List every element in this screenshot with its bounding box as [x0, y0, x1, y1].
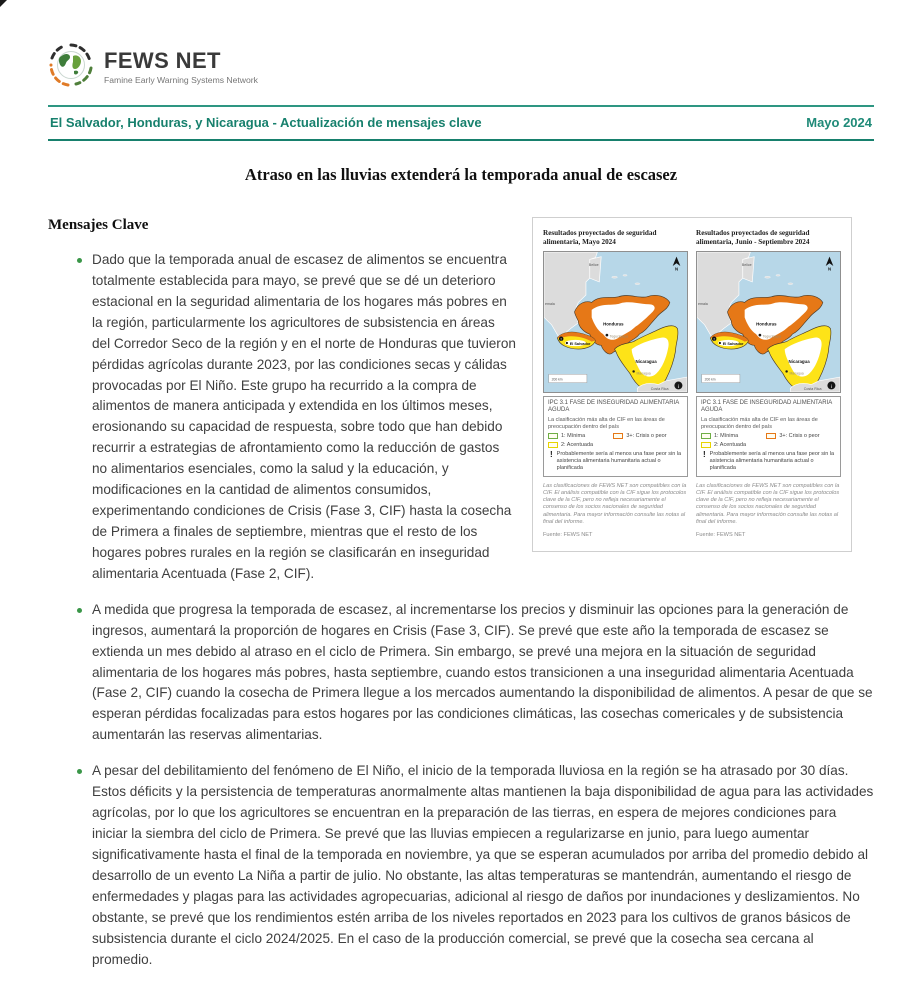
map-warning-icon: ! [560, 337, 562, 342]
key-messages-list [48, 250, 874, 970]
globe-logo-icon [48, 42, 94, 93]
map-label-el-salvador: El Salvador [722, 341, 744, 346]
logo-tagline: Famine Early Warning Systems Network [104, 75, 258, 85]
fews-net-logo [48, 42, 874, 93]
document-title: Atraso en las lluvias extenderá la temporada anual de escasez [244, 165, 678, 184]
map-label-guatemala: emala [697, 301, 708, 306]
map-label-guatemala: emala [544, 301, 555, 306]
legend-item-label: 3+: Crisis o peor [626, 433, 667, 440]
map-footnote: Las clasificaciones de FEWS NET son compatibles con la CIF. El análisis compatible con la CIF sigue los protocolos clave de la CIF, pero no refleja necesariamente el consenso de los socios nacionales de seguridad alimentaria. Para mayor información consulte las notas al final del informe. [543, 482, 687, 525]
map-source: Fuente: FEWS NET [696, 532, 746, 539]
map-label-belize: Belice [741, 262, 752, 267]
exclamation-icon: ! [703, 449, 706, 459]
key-message-item: A pesar del debilitamiento del fenómeno de El Niño, el inicio de la temporada lluviosa en la región se ha atrasado por 30 días. Estos déficits y la persistencia de temperaturas anormalmente altas mantienen la baja disponibilidad de agua para las actividades agrícolas, por lo que los agricultores se encuentran en la preparación de las tierras, en espera de mejores condiciones para iniciar la siembra del ciclo de Primera. Se prevé que las lluvias empiecen a regularizarse en junio, para luego aumentar significativamente hasta el final de la temporada en noviembre, ya que se esperan acumulados por arriba del promedio debido al desarrollo de un evento La Niña a partir de julio. No obstante, las altas temperaturas se mantendrán, aumentando el riesgo de enfermedades y plagas para las actividades agropecuarias, adicional al riesgo de daños por inundaciones y deslizamientos. No obstante, se prevé que los rendimientos estén arriba de los niveles reportados en 2023 para los cultivos de granos básicos de subsistencia durante el ciclo 2024/2025. En el caso de la producción comercial, se prevé que la cosecha sea cercana al promedio. [75, 761, 874, 970]
band-title: El Salvador, Honduras, y Nicaragua - Actualización de mensajes clave [50, 115, 482, 130]
legend-warning-text: Probablemente sería al menos una fase peor sin la asistencia alimentaria humanitaria actual o planificada [709, 450, 835, 471]
map-panel-title: Resultados proyectados de seguridad alimentaria, Junio - Septiembre 2024 [696, 229, 810, 247]
info-icon: i [677, 383, 680, 390]
map-panel-title: Resultados proyectados de seguridad alimentaria, Mayo 2024 [543, 229, 657, 247]
legend-item-label: 2: Acentuada [561, 441, 594, 448]
exclamation-icon: ! [550, 449, 553, 459]
legend-title: IPC 3.1 FASE DE INSEGURIDAD ALIMENTARIA AGUDA [548, 399, 679, 414]
map-warning-icon: ! [713, 337, 715, 342]
key-message-item: Dado que la temporada anual de escasez de alimentos se encuentra totalmente establecida para mayo, se prevé que se dé un deterioro estacional en la seguridad alimentaria de los hogares más pobres en la región, particularmente los agricultores de subsistencia en áreas del Corredor Seco de la región y en el norte de Honduras que tuvieron pérdidas agrícolas durante 2023, por las condiciones secas y cálidas provocadas por El Niño. Este grupo ha recurrido a la compra de alimentos de manera anticipada y extendida en los últimos meses, erosionando su capacidad de respuesta, sobre todo que han debido recurrir a estrategias de afrontamiento como la reducción de gastos no alimentarios esenciales, como la salud y la educación, y modificaciones en la cantidad de alimentos consumidos, experimentando condiciones de Crisis (Fase 3, CIF) hasta la cosecha de Primera a finales de septiembre, mientras que el resto de los hogares pobres rurales en la región se clasificarán en inseguridad alimentaria Acentuada (Fase 2, CIF). [75, 250, 874, 585]
band-date: Mayo 2024 [806, 115, 872, 130]
map-label-honduras: Honduras [603, 321, 624, 327]
legend-subtitle: La clasificación más alta de CIF en las áreas de preocupación dentro del país [548, 416, 665, 430]
map-label-nicaragua: Nicaragua [635, 358, 657, 364]
info-icon: i [830, 383, 833, 390]
legend-warning-text: Probablemente sería al menos una fase peor sin la asistencia alimentaria humanitaria actual o planificada [556, 450, 682, 471]
page-corner-mark [0, 0, 7, 7]
legend-title: IPC 3.1 FASE DE INSEGURIDAD ALIMENTARIA AGUDA [701, 399, 832, 414]
map-label-nicaragua: Nicaragua [788, 358, 810, 364]
map-scale-bar: 200 km [704, 377, 716, 382]
north-arrow-icon: N [674, 266, 679, 272]
legend-item-label: 3+: Crisis o peor [779, 433, 820, 440]
logo-title: FEWS NET [104, 48, 221, 73]
legend-subtitle: La clasificación más alta de CIF en las áreas de preocupación dentro del país [701, 416, 818, 430]
map-label-belize: Belice [588, 262, 599, 267]
key-message-item: A medida que progresa la temporada de escasez, al incrementarse los precios y disminuir las opciones para la generación de ingresos, aumentará la proporción de hogares en Crisis (Fase 3, CIF). Se prevé que este año la temporada de escasez se extienda un mes debido al atraso en el ciclo de Primera. Sin embargo, se prevé una mejora en la situación de seguridad alimentaria de los hogares más pobres, hasta septiembre, cuando estos transicionen a una inseguridad alimentaria Acentuada (Fase 2, CIF) cuando la cosecha de Primera llegue a los mercados aumentando la disponibilidad de alimentos. A pesar de que se esperan pérdidas focalizadas para estos hogares por las condiciones climáticas, las cosechas comericales y de subsistencia aumentarán las reservas alimentarias. [75, 600, 874, 746]
document-body [48, 185, 874, 970]
map-label-tegucigalpa: Tegucigalpa [762, 334, 781, 339]
map-label-tegucigalpa: Tegucigalpa [609, 334, 628, 339]
map-footnote: Las clasificaciones de FEWS NET son compatibles con la CIF. El análisis compatible con la CIF sigue los protocolos clave de la CIF, pero no refleja necesariamente el consenso de los socios nacionales de seguridad alimentaria. Para mayor información consulte las notas al final del informe. [696, 482, 840, 525]
legend-item-label: 1: Mínima [714, 433, 739, 440]
map-label-el-salvador: El Salvador [569, 341, 591, 346]
section-heading: Mensajes Clave [48, 217, 149, 233]
north-arrow-icon: N [827, 266, 832, 272]
map-source: Fuente: FEWS NET [543, 532, 593, 539]
map-label-costa-rica: Costa Rica [650, 386, 669, 391]
map-scale-bar: 200 km [551, 377, 563, 382]
report-title-band [48, 105, 874, 141]
logo-text [104, 50, 258, 85]
map-label-managua: Managua [789, 371, 804, 375]
report-header [0, 0, 912, 93]
map-label-managua: Managua [636, 371, 651, 375]
map-label-costa-rica: Costa Rica [803, 386, 822, 391]
map-label-honduras: Honduras [756, 321, 777, 327]
legend-item-label: 1: Mínima [561, 433, 586, 440]
legend-item-label: 2: Acentuada [714, 441, 747, 448]
